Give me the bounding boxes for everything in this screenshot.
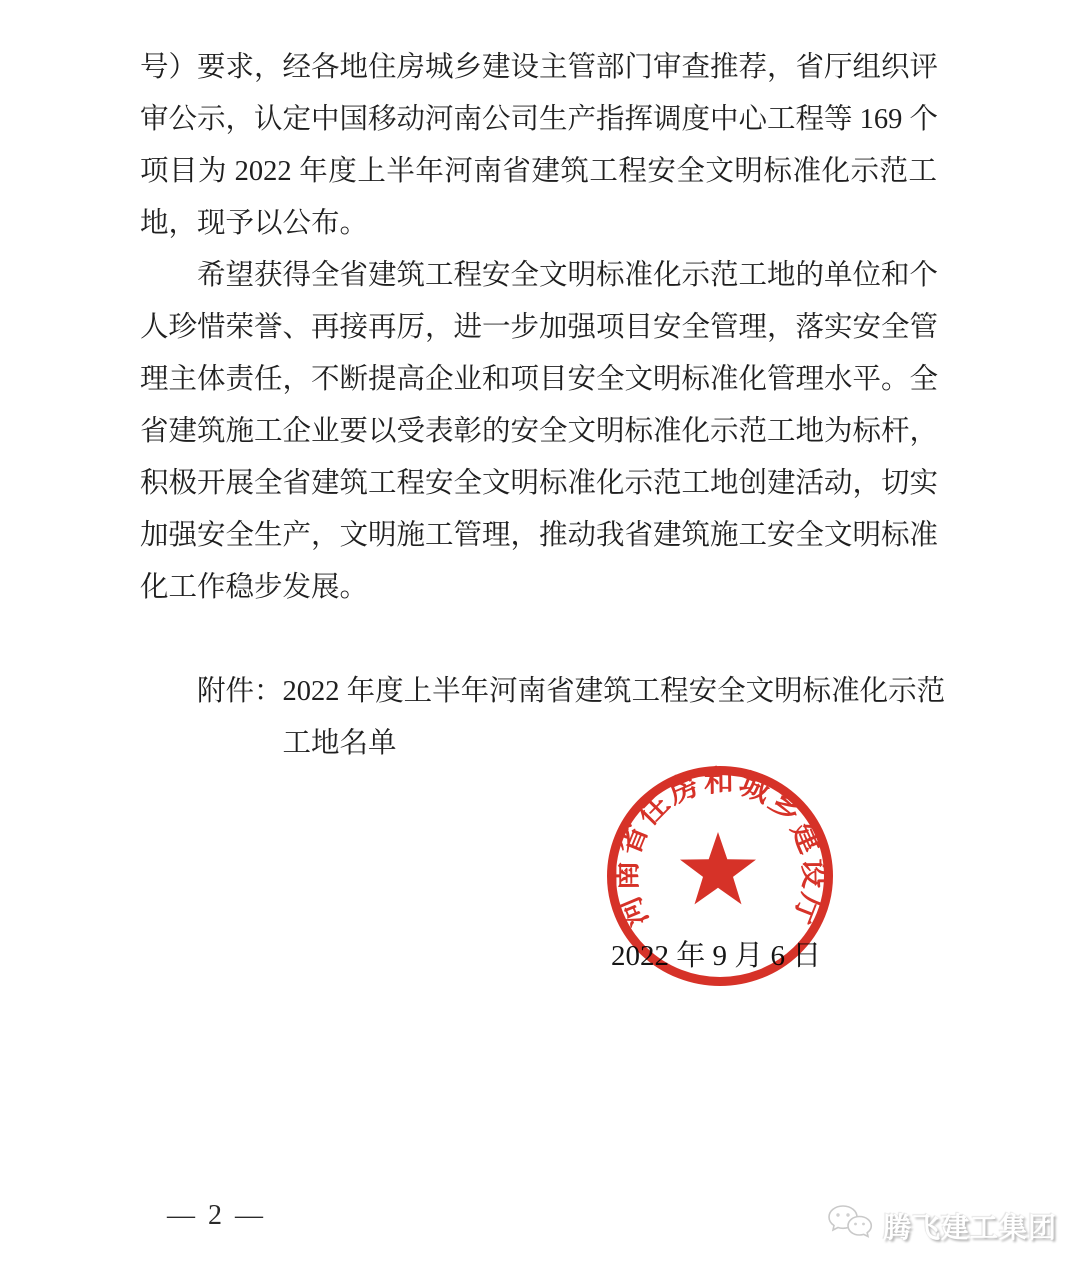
text-line: 审公示，认定中国移动河南公司生产指挥调度中心工程等 169 个 xyxy=(140,104,939,135)
page-number: — 2 — xyxy=(167,1200,266,1231)
wechat-icon xyxy=(826,1203,876,1248)
text-line: 积极开展全省建筑工程安全文明标准化示范工地创建活动，切实 xyxy=(140,468,939,499)
text-line: 化工作稳步发展。 xyxy=(140,572,369,603)
red-star-icon xyxy=(680,832,756,904)
watermark-text: 腾飞建工集团 xyxy=(883,1211,1058,1243)
document-body xyxy=(140,42,946,770)
text-line: 工地名单 xyxy=(140,728,397,759)
text-line: 号）要求，经各地住房城乡建设主管部门审查推荐，省厅组织评 xyxy=(140,52,939,83)
text-line: 理主体责任，不断提高企业和项目安全文明标准化管理水平。全 xyxy=(140,364,939,395)
watermark xyxy=(826,1203,1057,1248)
paragraph-p2 xyxy=(140,250,937,614)
seal-text: 河南省住房和城乡建设厅 xyxy=(609,764,831,932)
text-line: 加强安全生产，文明施工管理，推动我省建筑施工安全文明标准 xyxy=(140,520,939,551)
text-line: 希望获得全省建筑工程安全文明标准化示范工地的单位和个 xyxy=(140,260,939,291)
issue-date: 2022 年 9 月 6 日 xyxy=(611,940,822,972)
text-line: 地，现予以公布。 xyxy=(140,208,369,239)
official-seal xyxy=(601,760,839,992)
text-line: 人珍惜荣誉、再接再厉，进一步加强项目安全管理，落实安全管 xyxy=(140,312,939,343)
paragraph-attachment xyxy=(140,666,946,770)
text-line: 项目为 2022 年度上半年河南省建筑工程安全文明标准化示范工 xyxy=(140,156,937,187)
paragraph-p1 xyxy=(140,42,937,250)
text-line: 附件：2022 年度上半年河南省建筑工程安全文明标准化示范 xyxy=(140,676,946,707)
text-line: 省建筑施工企业要以受表彰的安全文明标准化示范工地为标杆， xyxy=(140,416,939,447)
